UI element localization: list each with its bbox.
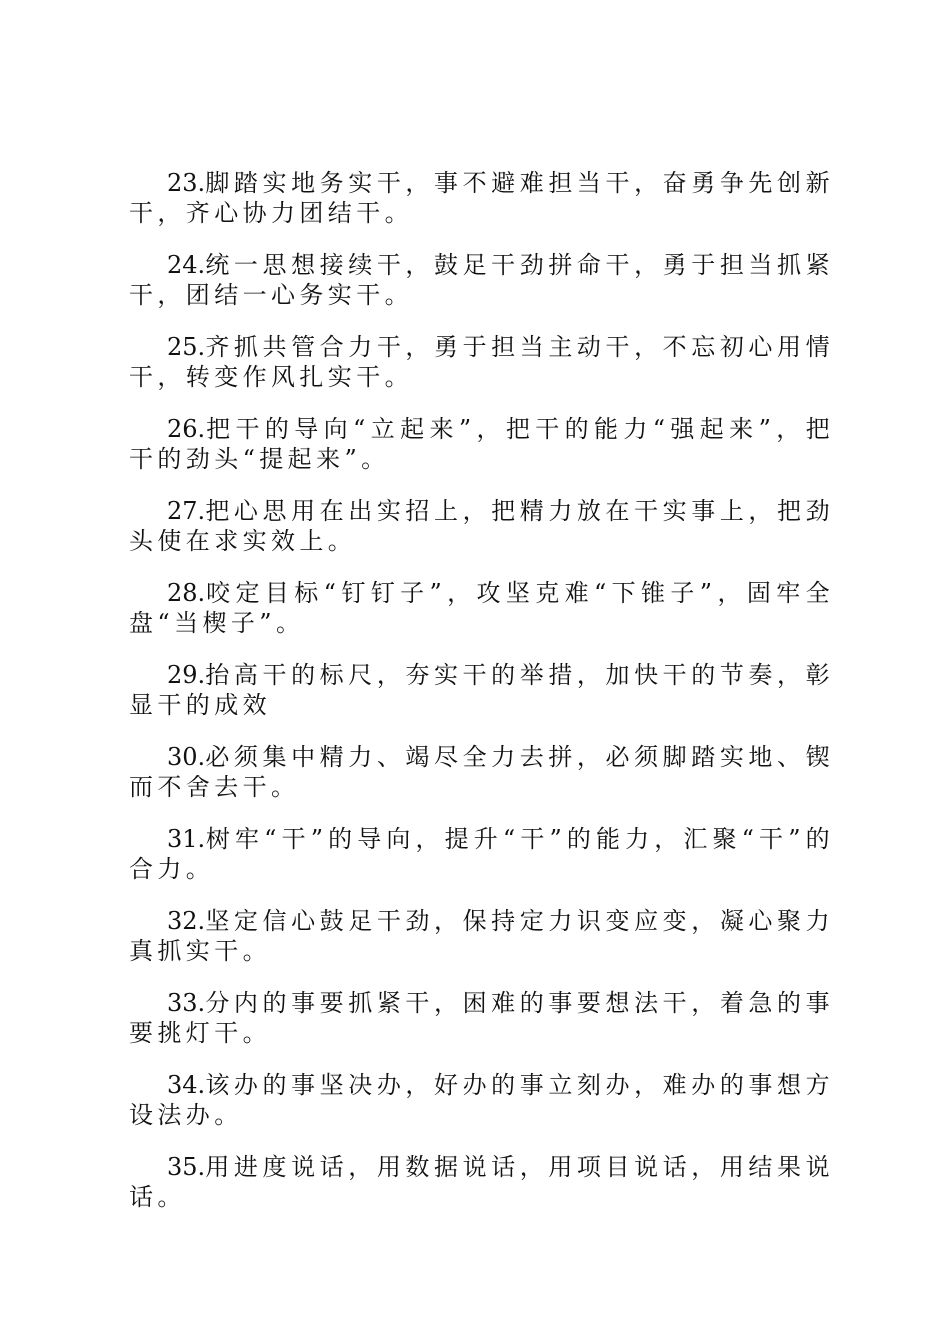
item-number: 24. <box>167 251 206 279</box>
item-number: 30. <box>167 743 206 771</box>
item-number: 35. <box>167 1153 206 1181</box>
list-item <box>129 1152 834 1212</box>
item-text: 用进度说话，用数据说话，用项目说话，用结果说话。 <box>129 1153 834 1211</box>
list-item <box>129 250 834 310</box>
item-text: 必须集中精力、竭尽全力去拼，必须脚踏实地、锲而不舍去干。 <box>129 743 834 801</box>
item-text: 把心思用在出实招上，把精力放在干实事上，把劲头使在求实效上。 <box>129 497 834 555</box>
item-text: 抬高干的标尺，夯实干的举措，加快干的节奏，彰显干的成效 <box>129 661 834 719</box>
list-item <box>129 824 834 884</box>
item-number: 26. <box>167 415 206 443</box>
item-text: 统一思想接续干，鼓足干劲拼命干，勇于担当抓紧干，团结一心务实干。 <box>129 251 834 309</box>
list-item <box>129 578 834 638</box>
list-item <box>129 988 834 1048</box>
item-text: 该办的事坚决办，好办的事立刻办，难办的事想方设法办。 <box>129 1071 834 1129</box>
list-item <box>129 496 834 556</box>
item-number: 27. <box>167 497 206 525</box>
item-number: 28. <box>167 579 206 607</box>
item-text: 咬定目标“钉钉子”，攻坚克难“下锥子”，固牢全盘“当楔子”。 <box>129 579 834 637</box>
list-item <box>129 414 834 474</box>
list-item <box>129 742 834 802</box>
item-text: 树牢“干”的导向，提升“干”的能力，汇聚“干”的合力。 <box>129 825 834 883</box>
item-number: 25. <box>167 333 206 361</box>
item-number: 32. <box>167 907 206 935</box>
item-number: 29. <box>167 661 206 689</box>
item-number: 31. <box>167 825 206 853</box>
item-text: 坚定信心鼓足干劲，保持定力识变应变，凝心聚力真抓实干。 <box>129 907 834 965</box>
item-text: 脚踏实地务实干，事不避难担当干，奋勇争先创新干，齐心协力团结干。 <box>129 169 834 227</box>
item-text: 把干的导向“立起来”，把干的能力“强起来”，把干的劲头“提起来”。 <box>129 415 834 473</box>
list-item <box>129 332 834 392</box>
item-text: 分内的事要抓紧干，困难的事要想法干，着急的事要挑灯干。 <box>129 989 834 1047</box>
item-number: 34. <box>167 1071 206 1099</box>
item-number: 33. <box>167 989 206 1017</box>
item-text: 齐抓共管合力干，勇于担当主动干，不忘初心用情干，转变作风扎实干。 <box>129 333 834 391</box>
list-item <box>129 1070 834 1130</box>
list-item <box>129 660 834 720</box>
list-item <box>129 906 834 966</box>
item-number: 23. <box>167 169 206 197</box>
document-body <box>129 168 834 1234</box>
list-item <box>129 168 834 228</box>
